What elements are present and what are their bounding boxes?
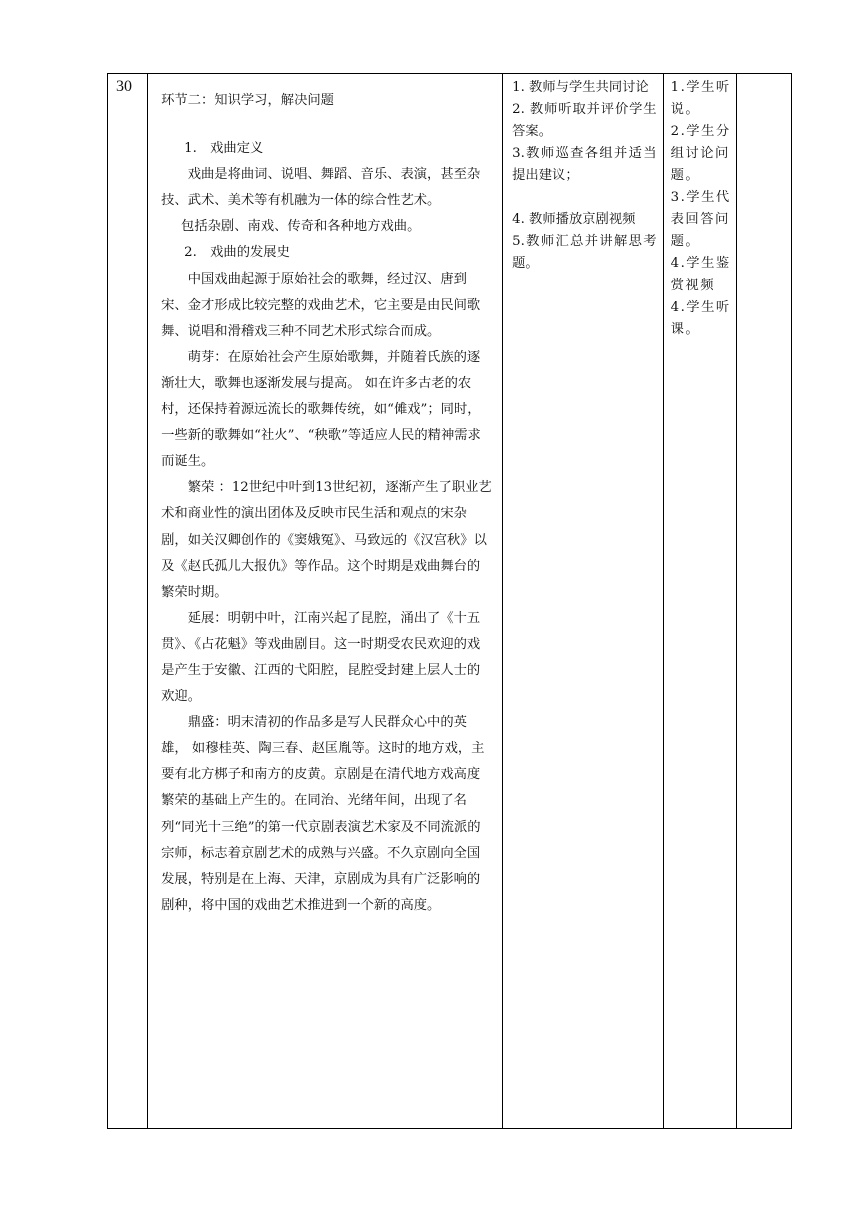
student-item: 4.学生鉴赏视频 <box>670 256 731 293</box>
prosper-paragraph: 繁荣 ：12世纪中叶到13世纪初，逐渐产生了职业艺术和商业性的演出团体及反映市民生活和观点的宋杂剧，如关汉卿创作的《窦娥冤》、马致远的《汉宫秋》以及《赵氏孤儿大报仇》等作品。这个时期是戏曲舞台的繁荣时期。 <box>161 480 492 600</box>
origin-paragraph: 中国戏曲起源于原始社会的歌舞，经过汉、唐到宋、金才形成比较完整的戏曲艺术，它主要是由民间歌舞、说唱和滑稽戏三种不同艺术形式综合而成。 <box>161 271 481 339</box>
subheading-history <box>161 240 492 266</box>
subheading-definition <box>161 136 492 162</box>
types-paragraph: 包括杂剧、南戏、传奇和各种地方戏曲。 <box>181 219 421 235</box>
teacher-item: 1. 教师与学生共同讨论 <box>512 80 649 95</box>
student-activity-cell <box>663 74 736 1129</box>
subheading-number: 1. <box>184 141 197 157</box>
student-item: 1.学生听说。 <box>670 80 731 117</box>
section-title: 环节二：知识学习，解决问题 <box>161 93 334 108</box>
lesson-plan-table <box>107 73 792 1129</box>
teacher-item: 3.教师巡查各组并适当提出建议； <box>512 146 657 183</box>
definition-paragraph: 戏曲是将曲词、说唱、舞蹈、音乐、表演，甚至杂技、武术、美术等有机融为一体的综合性艺术。 <box>161 167 481 209</box>
peak-paragraph: 鼎盛：明末清初的作品多是写人民群众心中的英雄， 如穆桂英、陶三春、赵匡胤等。这时的地方戏，主要有北方梆子和南方的皮黄。京剧是在清代地方戏高度繁荣的基础上产生的。在同治、光绪年间，出现了名列“同光十三绝”的第一代京剧表演艺术家及不同流派的宗师，标志着京剧艺术的成熟与兴盛。不久京剧向全国发展，特别是在上海、天津，京剧成为具有广泛影响的剧种，将中国的戏曲艺术推进到一个新的高度。 <box>161 715 485 913</box>
content-cell <box>148 74 503 1129</box>
empty-cell <box>736 74 791 1129</box>
student-item: 2.学生分组讨论问题。 <box>670 124 731 183</box>
teacher-item: 2. 教师听取并评价学生答案。 <box>512 102 657 139</box>
table-row <box>108 74 792 1129</box>
time-cell <box>108 74 148 1129</box>
sprout-paragraph: 萌芽：在原始社会产生原始歌舞，并随着氏族的逐渐壮大，歌舞也逐渐发展与提高。 如在许多古老的农村，还保持着源远流长的歌舞传统，如“傩戏”；同时，一些新的歌舞如“社火”、“秧歌”等适应人民的精神需求而诞生。 <box>161 349 481 470</box>
subheading-text: 戏曲定义 <box>210 141 264 157</box>
time-value: 30 <box>116 78 132 95</box>
student-item: 4.学生听课。 <box>670 300 731 337</box>
subheading-text: 戏曲的发展史 <box>210 245 290 261</box>
extend-paragraph: 延展：明朝中叶，江南兴起了昆腔，涌出了《十五贯》、《占花魁》等戏曲剧目。这一时期受农民欢迎的戏是产生于安徽、江西的弋阳腔，昆腔受封建上层人士的欢迎。 <box>161 610 481 705</box>
teacher-activity-cell <box>503 74 663 1129</box>
student-item: 3.学生代表回答问题。 <box>670 190 731 249</box>
teacher-item: 5.教师汇总并讲解思考题。 <box>512 234 657 271</box>
subheading-number: 2. <box>184 245 197 261</box>
teacher-item: 4. 教师播放京剧视频 <box>512 212 636 227</box>
